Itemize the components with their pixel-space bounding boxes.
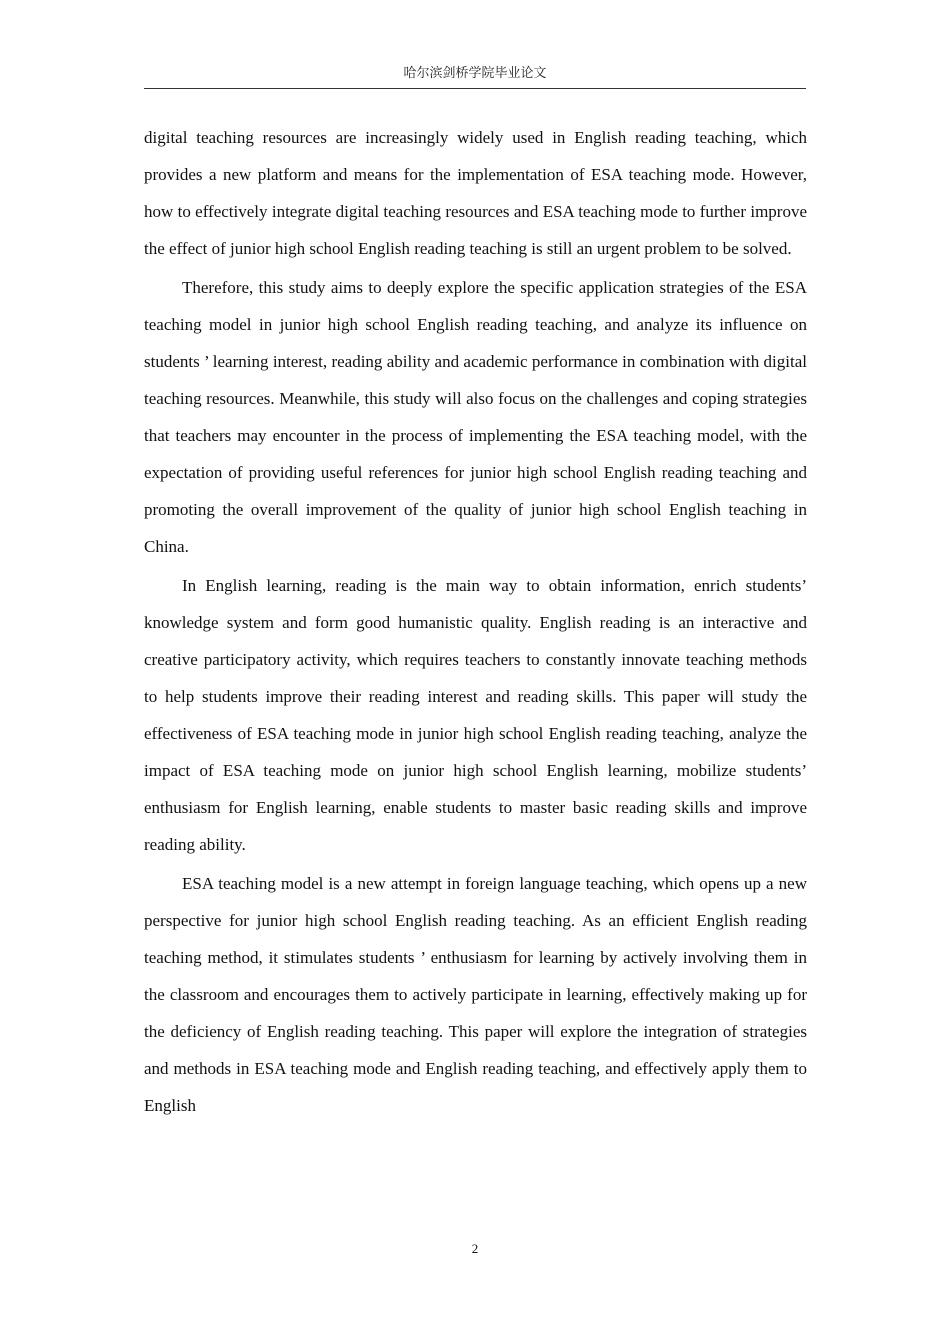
header-divider — [144, 88, 806, 89]
paragraph-continued: digital teaching resources are increasingly widely used in English reading teaching, which provides a new platform and means for the implementation of ESA teaching mode. However, how to effectively integrate digital teaching resources and ESA teaching mode to further improve the effect of junior high school English reading teaching is still an urgent problem to be solved. — [144, 128, 807, 258]
paragraph-esa-model: ESA teaching model is a new attempt in foreign language teaching, which opens up a new perspective for junior high school English reading teaching. As an efficient English reading teaching method, it stimulates students ’ enthusiasm for learning by actively involving them in the classroom and encourages them to actively participate in learning, effectively making up for the deficiency of English reading teaching. This paper will explore the integration of strategies and methods in ESA teaching mode and English reading teaching, and effectively apply them to English — [144, 874, 807, 1115]
page-number: 2 — [471, 1241, 479, 1256]
paragraph-study-aims: Therefore, this study aims to deeply explore the specific application strategies of the ESA teaching model in junior high school English reading teaching, and analyze its influence on students ’ learning interest, reading ability and academic performance in combination with digital teaching resources. Meanwhile, this study will also focus on the challenges and coping strategies that teachers may encounter in the process of implementing the ESA teaching model, with the expectation of providing useful references for junior high school English reading teaching and promoting the overall improvement of the quality of junior high school English teaching in China. — [144, 278, 807, 556]
thesis-body — [144, 119, 807, 1126]
paragraph-reading-importance: In English learning, reading is the main way to obtain information, enrich students’ knowledge system and form good humanistic quality. English reading is an interactive and creative participatory activity, which requires teachers to constantly innovate teaching methods to help students improve their reading interest and reading skills. This paper will study the effectiveness of ESA teaching mode in junior high school English reading teaching, analyze the impact of ESA teaching mode on junior high school English learning, mobilize students’ enthusiasm for English learning, enable students to master basic reading skills and improve reading ability. — [144, 576, 807, 854]
running-header: 哈尔滨剑桥学院毕业论文 — [403, 65, 547, 80]
